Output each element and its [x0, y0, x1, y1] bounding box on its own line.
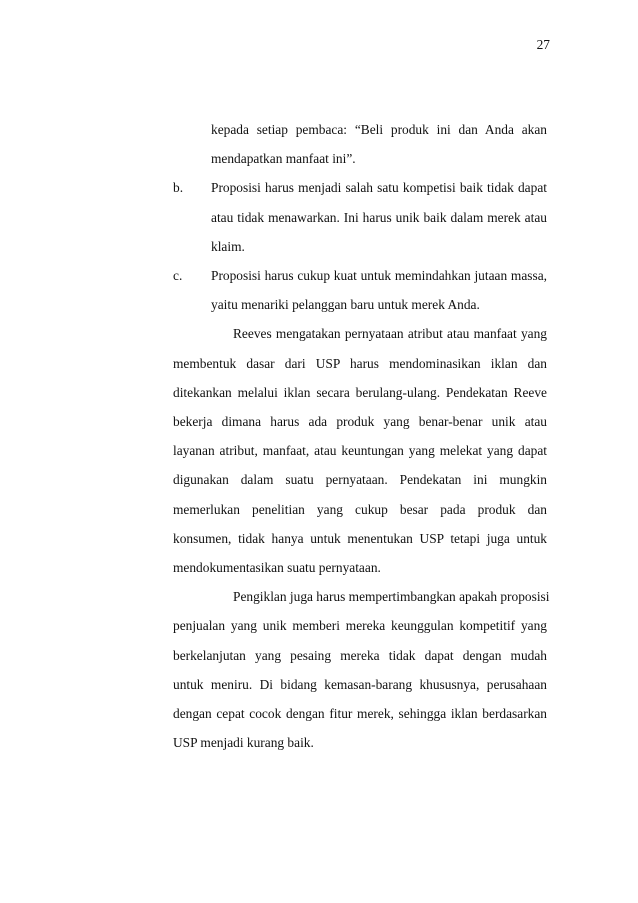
list-item-line: mendapatkan manfaat ini”. [211, 151, 356, 166]
paragraph-line: berkelanjutan yang pesaing mereka tidak dapat dengan mudah [173, 648, 547, 663]
paragraph-line: membentuk dasar dari USP harus mendominasikan iklan dan [173, 356, 547, 371]
list-item-line: atau tidak menawarkan. Ini harus unik baik dalam merek atau [211, 210, 547, 225]
list-marker: c. [173, 268, 183, 283]
paragraph-line: ditekankan melalui iklan secara berulang-ulang. Pendekatan Reeve [173, 385, 547, 400]
paragraph-line: bekerja dimana harus ada produk yang benar-benar unik atau [173, 414, 547, 429]
paragraph-line: Reeves mengatakan pernyataan atribut atau manfaat yang [233, 326, 547, 341]
paragraph-line: konsumen, tidak hanya untuk menentukan USP tetapi juga untuk [173, 531, 547, 546]
paragraph-line: dengan cepat cocok dengan fitur merek, sehingga iklan berdasarkan [173, 706, 547, 721]
paragraph-line: mendokumentasikan suatu pernyataan. [173, 560, 381, 575]
list-marker: b. [173, 180, 184, 195]
list-item-line: Proposisi harus cukup kuat untuk memindahkan jutaan massa, [211, 268, 547, 283]
list-item-line: klaim. [211, 239, 245, 254]
list-item-line: yaitu menariki pelanggan baru untuk merek Anda. [211, 297, 480, 312]
paragraph-line: untuk meniru. Di bidang kemasan-barang khususnya, perusahaan [173, 677, 547, 692]
paragraph-line: layanan atribut, manfaat, atau keuntungan yang melekat yang dapat [173, 443, 547, 458]
paragraph-line: penjualan yang unik memberi mereka keunggulan kompetitif yang [173, 618, 547, 633]
list-item-line: kepada setiap pembaca: “Beli produk ini dan Anda akan [211, 122, 547, 137]
list-item-line: Proposisi harus menjadi salah satu kompetisi baik tidak dapat [211, 180, 547, 195]
paragraph-line: USP menjadi kurang baik. [173, 735, 314, 750]
page-number: 27 [536, 37, 550, 52]
paragraph-line: memerlukan penelitian yang cukup besar pada produk dan [173, 502, 547, 517]
paragraph-line: Pengiklan juga harus mempertimbangkan apakah proposisi [233, 589, 550, 604]
paragraph-line: digunakan dalam suatu pernyataan. Pendekatan ini mungkin [173, 472, 547, 487]
